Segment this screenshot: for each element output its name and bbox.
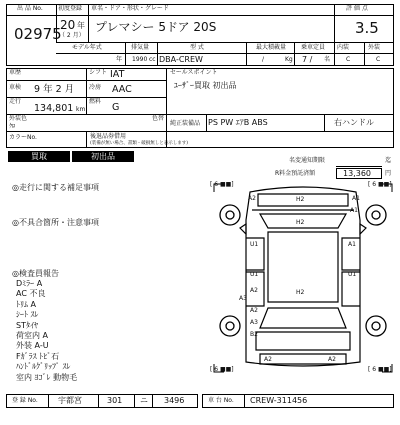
- tire-label-rear-left: [ 6 ■■]: [210, 366, 234, 373]
- eval-score: 3.5: [355, 19, 379, 37]
- chassis-number: CREW-311456: [250, 396, 308, 405]
- damage-rear-fender-left: A2: [250, 307, 258, 314]
- tire-label-rear-right: [ 6 ■■]: [368, 366, 392, 373]
- damage-windshield: H2: [296, 219, 305, 226]
- inspector-note-item: Fｶﾞﾗｽ ﾄﾋﾞ石: [16, 351, 60, 361]
- damage-rear-quarter-left: A2: [250, 287, 258, 294]
- inspector-note-item: Dﾐﾗｰ A: [16, 279, 43, 288]
- fuel: G: [112, 102, 120, 113]
- fuel-label: 燃料: [89, 98, 102, 105]
- damage-rear-panel-left: A3: [250, 319, 258, 326]
- capacity-label: 乗車定員: [301, 44, 326, 51]
- displacement: 1990: [132, 56, 148, 63]
- damage-front-door-right: A1: [348, 241, 356, 248]
- first-listing-sticker: 初出品: [72, 151, 134, 162]
- damage-roof: H2: [296, 289, 305, 296]
- tire-label-front-left: [ 6 ■■]: [210, 181, 234, 188]
- steering: 右ハンドル: [334, 118, 374, 127]
- model-year-label: モデル年式: [72, 44, 102, 51]
- damage-rear-door-left: U1: [250, 271, 259, 278]
- inspector-note-item: AC 不良: [16, 289, 46, 299]
- capacity: 7 /: [302, 55, 313, 64]
- damage-rear-bumper-right: A2: [328, 356, 336, 363]
- recycle-note: (装備が無い場合、書類・破損無しと表示します): [90, 141, 189, 146]
- eval-score-label: 評 価 点: [346, 5, 368, 12]
- damage-front-door-left: U1: [250, 241, 259, 248]
- registration-kana: ニ: [140, 396, 148, 405]
- sales-point: ﾕｰｻﾞｰ買取 初出品: [174, 81, 237, 90]
- inspection: 9 年 2 月: [34, 84, 75, 95]
- model-type: DBA-CREW: [159, 55, 203, 64]
- registration-class: 301: [107, 396, 123, 405]
- exterior-color: ｸﾛ: [9, 123, 16, 130]
- chassis-label: 車 台 No.: [208, 397, 234, 404]
- displacement-label: 排気量: [131, 44, 150, 51]
- running-notes-label: ◎走行に関する補足事項: [12, 183, 99, 192]
- damage-side-sill-left: A3: [239, 295, 247, 302]
- first-reg-label: 初度登録: [58, 5, 83, 12]
- car-outline: [210, 180, 396, 376]
- color-change-label: 色替: [152, 115, 165, 122]
- name-change-deadline-label: 名変通知期限: [289, 157, 326, 164]
- inspector-note-item: 室内 ﾖｺﾞﾚ 動物毛: [16, 372, 78, 382]
- first-reg-year: 20: [60, 18, 76, 32]
- ac: AAC: [112, 84, 132, 95]
- ac-label: 冷房: [89, 84, 102, 91]
- buy-sticker: 買取: [8, 151, 70, 162]
- damage-front-bumper-left: A2: [248, 195, 256, 202]
- damage-rear-door-right: U1: [348, 271, 357, 278]
- inspection-label: 車検: [9, 84, 22, 91]
- inspector-note-item: 外装 A-U: [16, 341, 49, 351]
- inspector-note-item: 荷室内 A: [16, 331, 49, 341]
- inspector-note-item: ｼｰﾄ ｽﾚ: [16, 310, 39, 320]
- defect-notes-label: ◎不具合箇所・注意事項: [12, 218, 99, 227]
- max-load-unit: Kg: [285, 56, 293, 63]
- inspector-note-item: ﾊﾝﾄﾞﾙｸﾞﾘｯﾌﾟ ｽﾚ: [16, 362, 71, 372]
- recycle-fee-unit: 円: [385, 170, 392, 177]
- registration-label: 登 録 No.: [12, 397, 38, 404]
- shift: IAT: [110, 69, 125, 80]
- interior-grade: C: [346, 56, 351, 63]
- damage-diagram: [210, 180, 396, 376]
- damage-front-fender-right: A1: [350, 207, 358, 214]
- damage-front-bumper-right: A1: [352, 195, 360, 202]
- mileage: 134,801: [34, 103, 74, 114]
- inspector-note-item: ﾄﾘﾑ A: [16, 299, 37, 309]
- car-name-label: 車名・ドア・形状・グレード: [91, 5, 169, 12]
- interior-grade-label: 内装: [337, 44, 350, 51]
- first-reg-month: （ 2 月）: [59, 32, 85, 39]
- equipment-label: 純正装備品: [170, 120, 201, 127]
- exterior-color-label: 外装色: [9, 115, 28, 122]
- sales-point-label: セールスポイント: [170, 69, 218, 76]
- color-no-label: カラーNo.: [9, 134, 37, 141]
- recycle-fee-label: R料金預託済額: [275, 170, 316, 177]
- recycle-ticket-label: 後退品券借用: [90, 133, 127, 140]
- capacity-unit: 名: [324, 56, 331, 63]
- exterior-grade: C: [376, 56, 381, 63]
- registration-place: 宇都宮: [58, 396, 82, 405]
- car-name: プレマシー 5ドア 20S: [95, 20, 217, 34]
- max-load-label: 最大積載量: [256, 44, 287, 51]
- damage-rear-bumper-left: A2: [264, 356, 272, 363]
- exterior-grade-label: 外装: [368, 44, 381, 51]
- model-year-unit: 年: [116, 56, 123, 63]
- lot-no-label: 出 品 No.: [17, 5, 43, 12]
- mileage-unit: km: [76, 106, 86, 113]
- damage-front-bumper: H2: [296, 196, 305, 203]
- displacement-unit: cc: [149, 56, 156, 63]
- damage-rear-hatch-left: B2: [250, 331, 258, 338]
- shift-label: シフト: [89, 69, 108, 76]
- first-reg-year-unit: 年: [77, 21, 85, 30]
- registration-number: 3496: [164, 396, 185, 405]
- lot-no: 02975: [14, 25, 62, 43]
- inspector-notes-list: [16, 279, 206, 383]
- equipment: PS PW ｴｱB ABS: [208, 118, 268, 127]
- inspector-note-item: STﾀｲﾔ: [16, 320, 38, 330]
- max-load: /: [262, 56, 265, 63]
- history-label: 車歴: [9, 69, 22, 76]
- model-type-label: 型 式: [190, 44, 204, 51]
- tire-label-front-right: [ 6 ■■]: [368, 181, 392, 188]
- mileage-label: 走行: [9, 98, 22, 105]
- recycle-fee-amount: 13,360: [343, 169, 371, 178]
- deadline-unit: 迄: [385, 157, 392, 164]
- inspector-report-label: ◎検査員報告: [12, 269, 59, 278]
